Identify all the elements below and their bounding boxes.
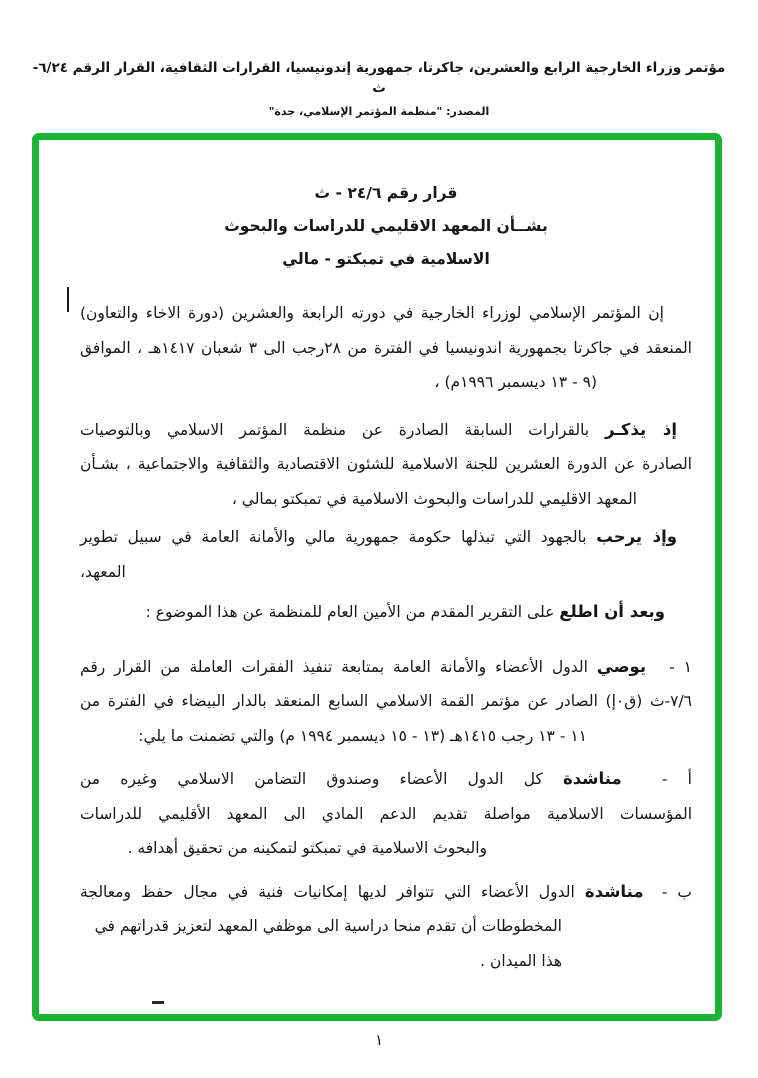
text-line: أ - مناشدة كل الدول الأعضاء وصندوق التضامن الاسلامي وغيره من [80, 769, 692, 788]
lead-word: يوصي [596, 656, 647, 676]
text-line: المنعقد في جاكرتا بجمهورية اندونيسيا في الفترة من ٢٨رجب الى ٣ شعبان ١٤١٧هـ ، الموافق [80, 338, 692, 357]
resolution-title [80, 177, 692, 276]
title-line: الاسلامية في تمبكتو - مالي [282, 250, 490, 268]
lead-word: مناشدة [563, 769, 622, 788]
paragraph-p2 [80, 413, 692, 517]
text-line: الصادرة عن الدورة العشرين للجنة الاسلامية للشئون الاقتصادية والثقافية والاجتماعية ، بشـأن [80, 455, 692, 473]
paragraph-p1 [80, 296, 692, 400]
text-line: إذ يذكـر بالقرارات السابقة الصادرة عن منظمة المؤتمر الاسلامي وبالتوصيات [80, 419, 677, 439]
lead-word: وبعد أن اطلع [559, 602, 665, 621]
paragraph-itemb [80, 875, 692, 979]
text-line: المعهد، [80, 562, 126, 581]
title-line: بشــأن المعهد الاقليمي للدراسات والبحوث [224, 217, 548, 235]
text-line: والبحوث الاسلامية في تمبكتو لتمكينه من تحقيق أهدافه . [127, 839, 487, 857]
page-number: ١ [374, 1031, 384, 1049]
text-line: المؤسسات الاسلامية مواصلة تقديم الدعم المادي الى المعهد الأقليمي للدراسات [80, 804, 692, 823]
header-source-line: المصدر: "منظمة المؤتمر الإسلامي، جدة" [268, 105, 490, 118]
item-marker: ١ - [669, 657, 692, 676]
paragraph-item1 [80, 650, 692, 754]
lead-word: إذ يذكـر [604, 419, 677, 439]
title-line: قرار رقم ٢٤/٦ - ث [314, 184, 458, 202]
paragraph-p4 [80, 595, 692, 630]
text-line: (٩ - ١٣ ديسمبر ١٩٩٦م) ، [434, 373, 597, 391]
paragraph-p3 [80, 520, 692, 589]
text-line: ب - مناشدة الدول الأعضاء التي تتوافر لديها إمكانيات فنية في مجال حفظ ومعالجة [80, 881, 692, 901]
text-line: ١١ - ١٣ رجب ١٤١٥هـ (١٣ - ١٥ ديسمبر ١٩٩٤ م) والتي تضمنت ما يلي: [138, 726, 587, 745]
text-line: ١ - يوصي الدول الأعضاء والأمانة العامة بمتابعة تنفيذ الفقرات العاملة من القرار رقم [80, 656, 692, 676]
text-line: ٧/٦-ث (ق٠إ) الصادر عن مؤتمر القمة الاسلامي السابع المنعقد بالدار البيضاء في الفترة من [80, 692, 692, 710]
scan-artifact-vertical-mark [67, 287, 69, 312]
paragraph-itema [80, 762, 692, 866]
text-line: إن المؤتمر الإسلامي لوزراء الخارجية في دورته الرابعة والعشرين (دورة الاخاء والتعاون) [80, 304, 664, 322]
header-conference-line: مؤتمر وزراء الخارجية الرابع والعشرين، جاكرتا، جمهورية إندونيسيا، القرارات الثقافية، القرار الرقم ٦/٢٤-ث [32, 60, 726, 96]
lead-word: مناشدة [584, 881, 644, 901]
text-line: المعهد الاقليمي للدراسات والبحوث الاسلامية في تمبكتو بمالي ، [231, 489, 637, 508]
green-border-frame [32, 133, 722, 1021]
lead-word: وإذ يرحب [596, 527, 677, 546]
item-marker: ب - [661, 882, 692, 901]
scan-artifact-dash-mark [152, 1001, 164, 1004]
resolution-content [80, 177, 692, 978]
document-header [28, 58, 730, 119]
text-line: وإذ يرحب بالجهود التي تبذلها حكومة جمهورية مالي والأمانة العامة في سبيل تطوير [80, 527, 677, 546]
text-line: وبعد أن اطلع على التقرير المقدم من الأمين العام للمنظمة عن هذا الموضوع : [145, 602, 665, 621]
text-line: المخطوطات أن تقدم منحا دراسية الى موظفي المعهد لتعزيز قدراتهم في هذا الميدان . [94, 917, 562, 970]
item-marker: أ - [661, 770, 692, 788]
resolution-body [80, 296, 692, 978]
